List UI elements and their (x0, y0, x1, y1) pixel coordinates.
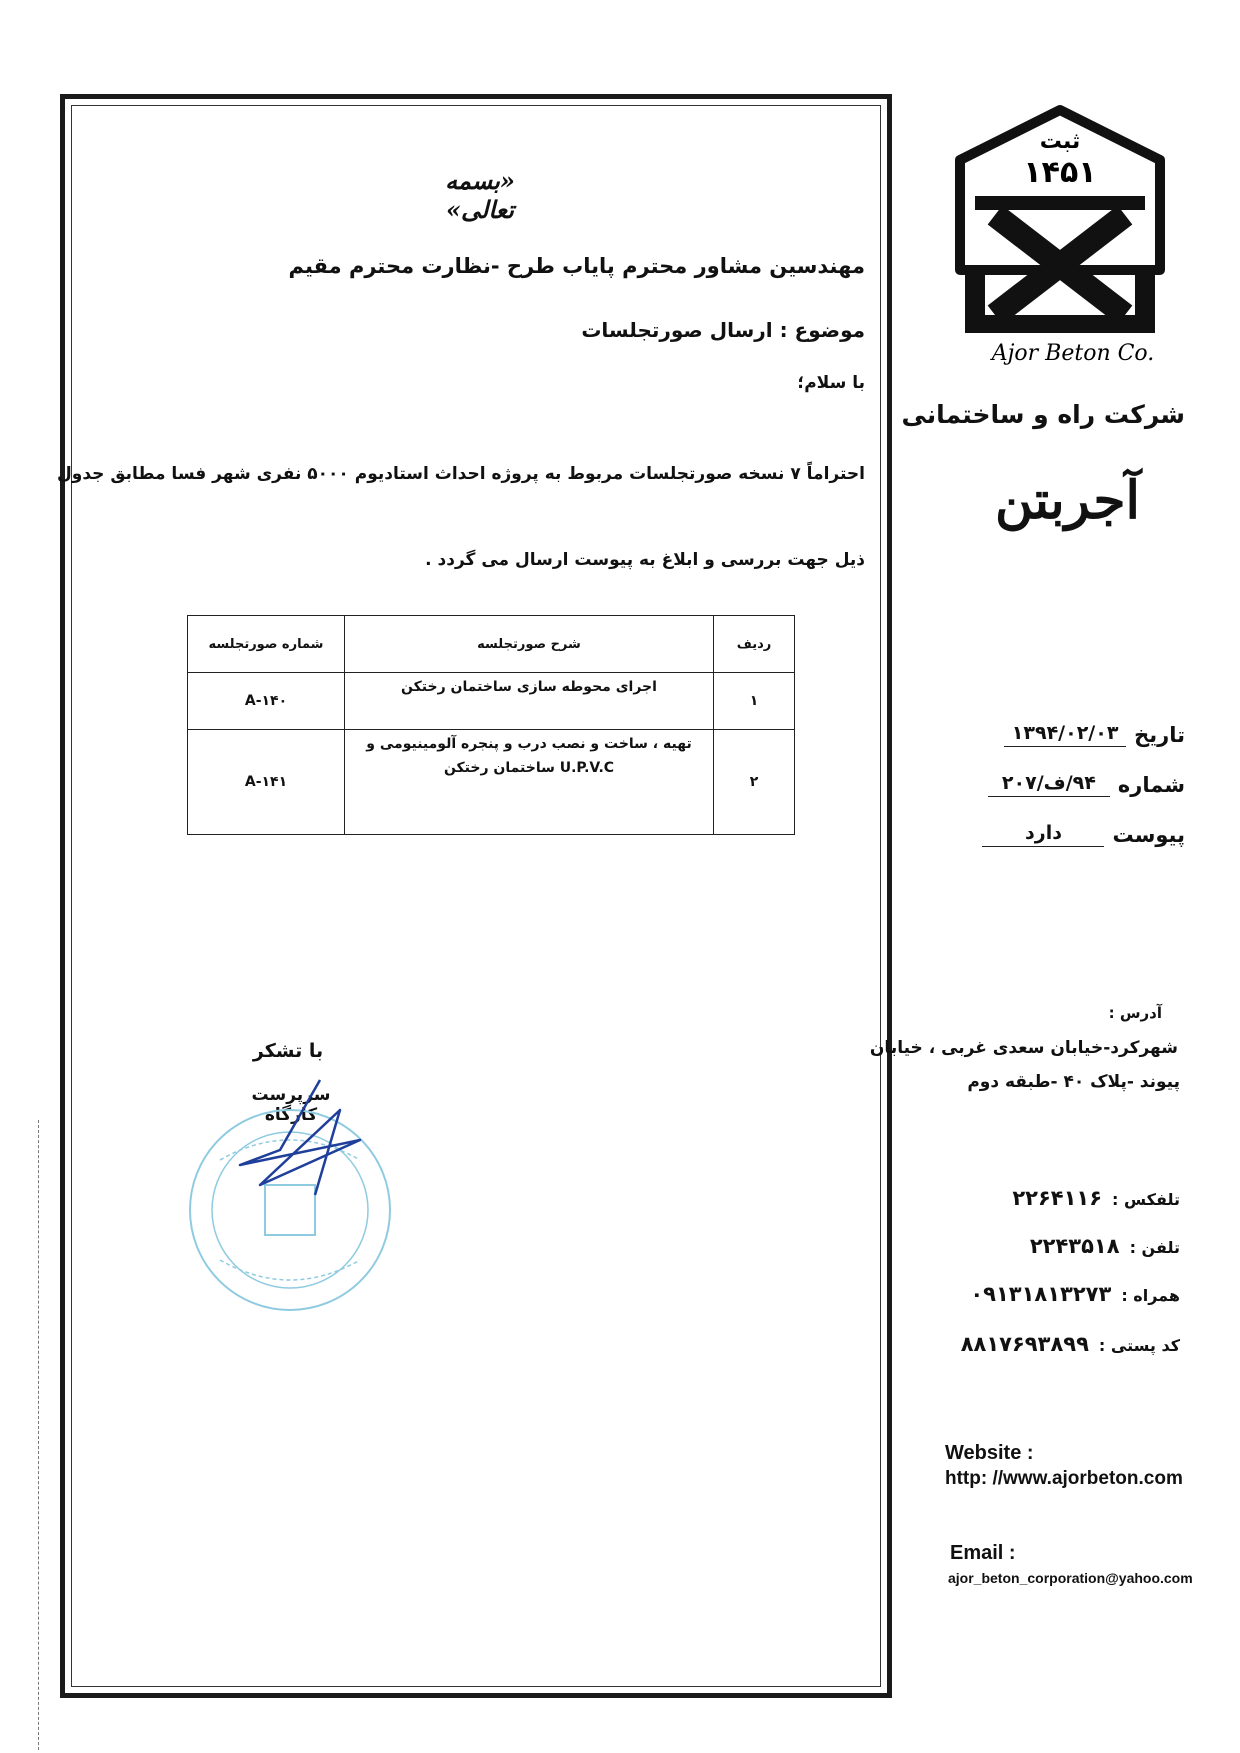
attachment-row (982, 822, 1185, 847)
address-line-1: شهرکرد-خیابان سعدی غربی ، خیابان (869, 1038, 1178, 1058)
logo-script-text: Ajor Beton Co. (991, 341, 1155, 366)
phone-value: ۲۲۴۳۵۱۸ (1029, 1234, 1120, 1258)
telfax-row (1012, 1186, 1180, 1210)
postal-value: ۸۸۱۷۶۹۳۸۹۹ (960, 1332, 1089, 1356)
number-row (988, 772, 1185, 797)
postal-label: کد پستی : (1098, 1336, 1180, 1355)
minutes-table (187, 615, 795, 835)
row-description-line: اجرای محوطه سازی ساختمان رختکن (401, 679, 657, 695)
signature-icon (220, 1070, 380, 1210)
date-label: تاریخ (1134, 723, 1185, 747)
signatory-title: سرپرست کارگاه (251, 1085, 331, 1125)
table-row (188, 673, 795, 730)
row-description-line: تهیه ، ساخت و نصب درب و پنجره آلومینیومی و (366, 736, 692, 753)
logo-registration-number: ۱۴۵۱ (1023, 155, 1097, 190)
date-row (1004, 722, 1185, 747)
address-label: آدرس : (1108, 1004, 1162, 1022)
attachment-label: پیوست (1112, 823, 1185, 847)
mobile-value: ۰۹۱۳۱۸۱۳۲۷۳ (970, 1282, 1112, 1306)
telfax-value: ۲۲۶۴۱۱۶ (1012, 1186, 1103, 1210)
row-minutes-number: A-۱۴۰ (188, 673, 345, 730)
company-logo-icon (945, 100, 1175, 370)
telfax-label: تلفکس : (1112, 1190, 1180, 1209)
website-label: Website : (945, 1442, 1034, 1464)
email-link[interactable]: ajor_beton_corporation@yahoo.com (948, 1570, 1193, 1586)
mobile-label: همراه : (1121, 1286, 1180, 1305)
row-number: ۲ (714, 730, 795, 835)
body-text-line-2: ذیل جهت بررسی و ابلاغ به پیوست ارسال می گردد . (425, 550, 865, 570)
number-label: شماره (1117, 773, 1185, 797)
website-link[interactable]: http: //www.ajorbeton.com (945, 1468, 1183, 1489)
subject-line: موضوع : ارسال صورتجلسات (581, 318, 865, 342)
table-row (188, 730, 795, 835)
basmala-heading: «بسمه تعالی» (445, 166, 515, 224)
row-description-line: U.P.V.C ساختمان رختکن (443, 760, 615, 777)
address-line-2: پیوند -پلاک ۴۰ -طبقه دوم (967, 1072, 1180, 1092)
company-type-line: شرکت راه و ساختمانی (901, 400, 1185, 429)
greeting-line: با سلام؛ (797, 373, 865, 393)
row-description (345, 730, 714, 835)
header-description: شرح صورتجلسه (345, 616, 714, 673)
number-value: ۹۴/ف/۲۰۷ (988, 772, 1110, 797)
header-minutes-number: شماره صورتجلسه (188, 616, 345, 673)
row-description (345, 673, 714, 730)
attachment-value: دارد (982, 822, 1104, 847)
closing-text: با تشکر (252, 1040, 324, 1062)
phone-label: تلفن : (1129, 1238, 1180, 1257)
postal-row (961, 1332, 1180, 1356)
mobile-row (970, 1282, 1180, 1306)
row-number: ۱ (714, 673, 795, 730)
table-header-row (188, 616, 795, 673)
logo-registration-label: ثبت (1039, 129, 1081, 154)
date-value: ۱۳۹۴/۰۲/۰۳ (1004, 722, 1126, 747)
email-label: Email : (950, 1542, 1016, 1564)
row-minutes-number: A-۱۴۱ (188, 730, 345, 835)
phone-row (1030, 1234, 1180, 1258)
addressee-line: مهندسین مشاور محترم پایاب طرح -نظارت محترم مقیم (288, 254, 865, 278)
scan-edge-line (38, 1120, 39, 1750)
company-name: آجربتن (994, 470, 1140, 531)
header-row-number: ردیف (714, 616, 795, 673)
body-text-line-1: احتراماً ۷ نسخه صورتجلسات مربوط به پروژه احداث استادیوم ۵۰۰۰ نفری شهر فسا مطابق جدول (57, 464, 865, 484)
